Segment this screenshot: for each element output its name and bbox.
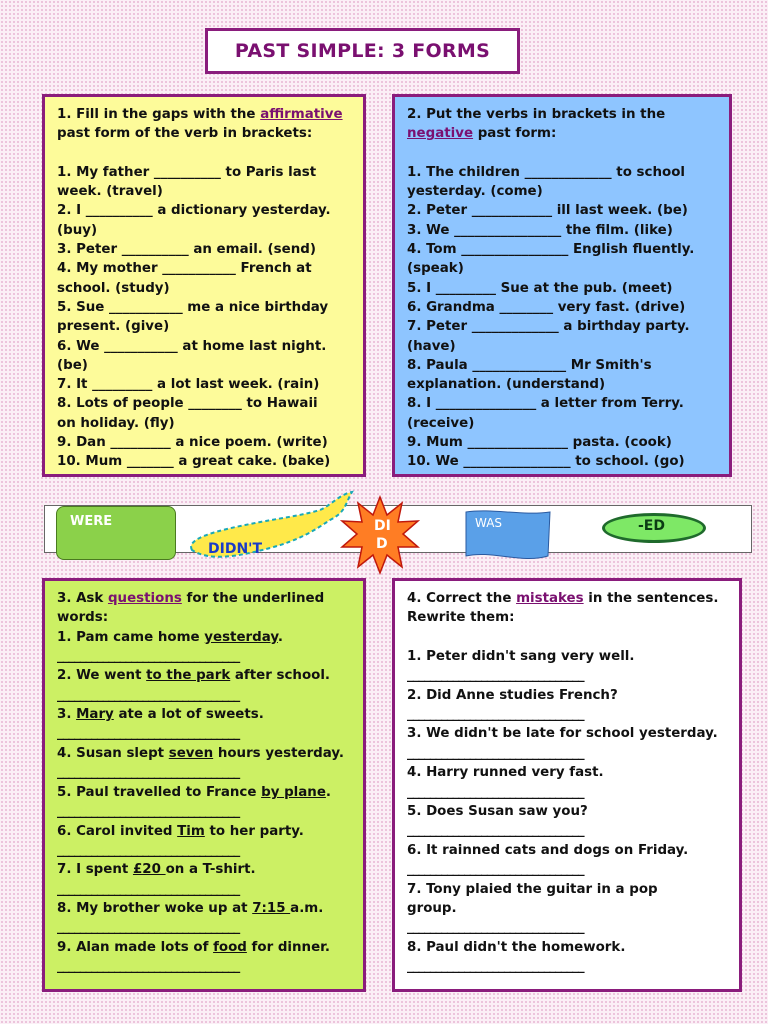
ex2-sentence-line: yesterday. (come) <box>407 184 543 200</box>
ex4-sentence: 8. Paul didn't the homework. <box>407 939 626 955</box>
ex3-answer-line: ________________________________ <box>57 842 240 858</box>
ex4-instruction <box>407 589 729 608</box>
ex4-sentence: 4. Harry runned very fast. <box>407 765 604 781</box>
ex1-sentence-line: 9. Dan _________ a nice poem. (write) <box>57 435 328 451</box>
exercise-1-panel <box>42 94 366 477</box>
ex3-question-text: 8. My brother woke up at <box>57 901 253 917</box>
ex2-sentence-line: 10. We ________________ to school. (go) <box>407 454 685 470</box>
ex2-sentence-line: 9. Mum _______________ pasta. (cook) <box>407 435 672 451</box>
ex3-question-text-end: ate a lot of sweets. <box>113 707 264 723</box>
ex4-answer-line: _______________________________ <box>407 745 584 761</box>
ex3-instruction <box>57 589 353 608</box>
did-burst-shape <box>340 495 420 575</box>
word-were: WERE <box>70 514 113 529</box>
ex2-sentence-line: (speak) <box>407 261 464 277</box>
ex1-sentence-line: 10. Mum _______ a great cake. (bake) <box>57 454 331 470</box>
ex1-sentence-line: 1. My father __________ to Paris last <box>57 164 317 180</box>
ex3-underlined-word: Mary <box>76 707 114 723</box>
ex3-question-text-end: . <box>325 784 332 800</box>
ex3-question <box>57 705 353 724</box>
page-title: PAST SIMPLE: 3 FORMS <box>234 40 491 62</box>
ex4-sentences <box>407 647 729 977</box>
word-ed: -ED <box>638 518 665 534</box>
title-box <box>205 28 520 74</box>
ex4-answer-line: _______________________________ <box>407 823 584 839</box>
ex3-question-text-end: to her party. <box>204 823 304 839</box>
ex3-question-text-end: a.m. <box>290 901 324 917</box>
didnt-cloud-shape <box>180 490 355 565</box>
ex1-sentence-line: (be) <box>57 357 88 373</box>
ex3-instruction-line2: words: <box>57 610 109 626</box>
ex2-instr-post: past form: <box>473 126 557 142</box>
ex3-question-text-end: after school. <box>230 668 331 684</box>
ex1-instruction <box>57 105 353 124</box>
ex3-question-text: 5. Paul travelled to France <box>57 784 262 800</box>
ex3-question-text: 1. Pam came home <box>57 629 205 645</box>
ex3-question-text: 2. We went <box>57 668 147 684</box>
ex4-instr-pre: 4. Correct the <box>407 591 517 606</box>
ex3-questions <box>57 628 353 977</box>
ex3-answer-line: ________________________________ <box>57 959 240 975</box>
ex1-sentence-line: 8. Lots of people ________ to Hawaii <box>57 396 318 412</box>
ex3-question-text-end: hours yesterday. <box>213 745 344 761</box>
ex4-sentence: 7. Tony plaied the guitar in a pop <box>407 881 658 897</box>
ex4-answer-line: _______________________________ <box>407 959 584 975</box>
ex3-answer-line: ________________________________ <box>57 726 240 742</box>
ex3-underlined-word: £20 <box>132 862 166 878</box>
ex3-instr-highlight: questions <box>107 591 182 606</box>
ex3-question-text: 7. I spent <box>57 862 133 878</box>
ex3-underlined-word: seven <box>168 745 214 761</box>
ex1-sentence-line: on holiday. (fly) <box>57 415 175 431</box>
ex1-sentence-line: (buy) <box>57 222 98 238</box>
ex3-underlined-word: food <box>213 939 247 955</box>
ex4-sentence: 3. We didn't be late for school yesterday. <box>407 726 718 742</box>
ex4-sentence: 1. Peter didn't sang very well. <box>407 648 635 664</box>
ex3-question <box>57 822 353 841</box>
ex3-underlined-word: 7:15 <box>252 901 291 917</box>
ex1-sentence-line: week. (travel) <box>57 184 163 200</box>
ex3-answer-line: ________________________________ <box>57 920 240 936</box>
ex1-sentence-line: 3. Peter __________ an email. (send) <box>57 242 316 258</box>
ex4-answer-line: _______________________________ <box>407 920 584 936</box>
ex3-underlined-word: by plane <box>261 784 326 800</box>
ex1-sentences <box>57 163 353 472</box>
ex4-answer-line: _______________________________ <box>407 706 584 722</box>
ex1-sentence-line: school. (study) <box>57 280 170 296</box>
ex2-instr-highlight: negative <box>407 126 474 142</box>
ex1-sentence-line: 2. I __________ a dictionary yesterday. <box>57 203 331 219</box>
ex2-instruction-line2 <box>407 124 719 143</box>
ex2-sentence-line: 7. Peter _____________ a birthday party. <box>407 319 690 335</box>
ex3-answer-line: ________________________________ <box>57 765 240 781</box>
ex2-sentence-line: 3. We ________________ the film. (like) <box>407 222 673 238</box>
ex4-answer-line: _______________________________ <box>407 862 584 878</box>
ex3-underlined-word: Tim <box>177 823 205 839</box>
ex4-answer-line: _______________________________ <box>407 668 584 684</box>
ex3-underlined-word: to the park <box>146 668 231 684</box>
ex3-question-text: 3. <box>57 707 77 723</box>
ex3-answer-line: ________________________________ <box>57 648 240 664</box>
ex3-answer-line: ________________________________ <box>57 881 240 897</box>
exercise-4-panel <box>392 578 742 992</box>
ex2-sentence-line: 8. Paula ______________ Mr Smith's <box>407 357 652 373</box>
ex3-question-text-end: for dinner. <box>246 939 330 955</box>
ex1-sentence-line: 5. Sue ___________ me a nice birthday <box>57 299 329 315</box>
ex2-sentence-line: (receive) <box>407 415 475 431</box>
ex2-sentence-line: 2. Peter ____________ ill last week. (be) <box>407 203 688 219</box>
ex3-question <box>57 744 353 763</box>
ex1-sentence-line: 4. My mother ___________ French at <box>57 261 312 277</box>
exercise-3-panel <box>42 578 366 992</box>
ex2-sentence-line: 4. Tom ________________ English fluently. <box>407 242 695 258</box>
ex3-question-text: 6. Carol invited <box>57 823 178 839</box>
ex3-question <box>57 666 353 685</box>
ex3-question-text-end: on a T-shirt. <box>165 862 256 878</box>
ex3-question <box>57 783 353 802</box>
ex3-answer-line: ________________________________ <box>57 804 240 820</box>
ex3-instr-post: for the underlined <box>181 591 325 606</box>
ex2-instruction: 2. Put the verbs in brackets in the <box>407 107 666 122</box>
ex1-instruction-line2: past form of the verb in brackets: <box>57 126 313 142</box>
ex1-sentence-line: present. (give) <box>57 319 170 335</box>
ex4-sentence: group. <box>407 900 457 916</box>
ex1-sentence-line: 6. We ___________ at home last night. <box>57 338 327 354</box>
ex4-instr-post: in the sentences. <box>583 591 719 606</box>
ex2-sentence-line: 6. Grandma ________ very fast. (drive) <box>407 299 686 315</box>
ex4-sentence: 5. Does Susan saw you? <box>407 804 588 820</box>
ex4-instruction-line2: Rewrite them: <box>407 610 515 626</box>
ex3-question-text: 4. Susan slept <box>57 745 169 761</box>
ex2-sentence-line: (have) <box>407 338 456 354</box>
ex3-question <box>57 938 353 957</box>
ex2-sentence-line: 5. I _________ Sue at the pub. (meet) <box>407 280 673 296</box>
ex1-sentence-line: 7. It _________ a lot last week. (rain) <box>57 377 320 393</box>
ex3-question <box>57 899 353 918</box>
ex3-question-text-end: . <box>277 629 283 645</box>
ex4-sentence: 2. Did Anne studies French? <box>407 687 618 703</box>
ex3-answer-line: ________________________________ <box>57 687 240 703</box>
exercise-2-panel <box>392 94 732 477</box>
ex2-sentence-line: 8. I _______________ a letter from Terry. <box>407 396 684 412</box>
ex3-question <box>57 860 353 879</box>
ex4-answer-line: _______________________________ <box>407 784 584 800</box>
word-did-part1: DI <box>374 518 391 534</box>
ex3-instr-pre: 3. Ask <box>57 591 108 606</box>
ex3-question-text: 9. Alan made lots of <box>57 939 214 955</box>
word-did-part2: D <box>376 536 388 552</box>
ex2-sentence-line: explanation. (understand) <box>407 377 606 393</box>
ex2-sentences <box>407 163 719 472</box>
ex2-sentence-line: 1. The children _____________ to school <box>407 164 685 180</box>
ex1-instr-pre: 1. Fill in the gaps with the <box>57 107 261 122</box>
word-was: WAS <box>475 516 503 530</box>
ex3-question <box>57 628 353 647</box>
word-didnt: DIDN'T <box>208 541 263 557</box>
ex4-instr-highlight: mistakes <box>516 591 584 606</box>
ex4-sentence: 6. It rainned cats and dogs on Friday. <box>407 842 689 858</box>
ex3-underlined-word: yesterday <box>204 629 278 645</box>
ex1-instr-highlight: affirmative <box>260 107 343 122</box>
